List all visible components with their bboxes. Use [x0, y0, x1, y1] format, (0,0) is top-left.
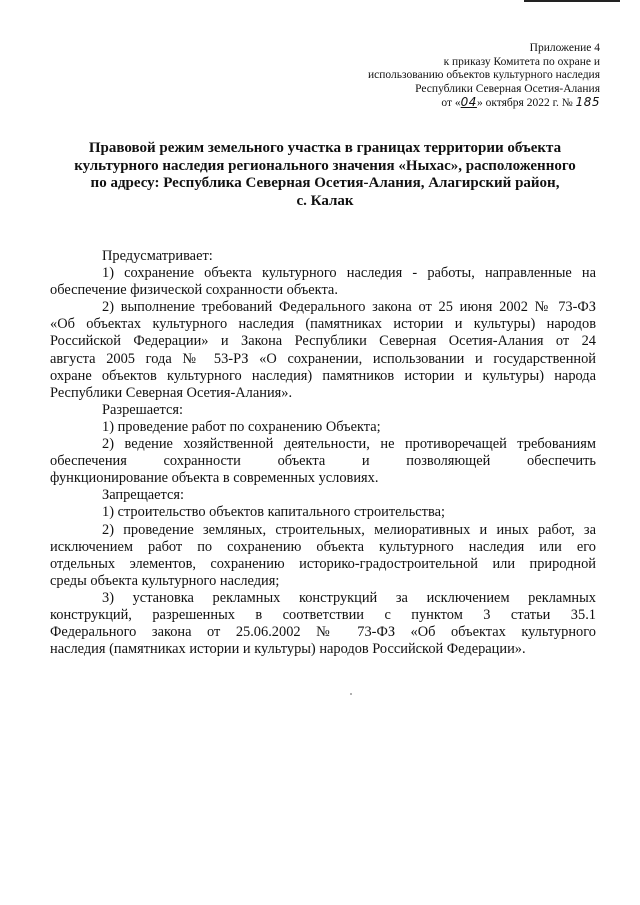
forbidden-heading: Запрещается: — [102, 487, 185, 504]
title-line: культурного наследия регионального значения «Ныхас», расположенного — [74, 157, 576, 174]
forbidden-item-2: 2) проведение земляных, строительных, мелиоративных и иных работ, за исключением работ по сохранению объекта культурного наследия или его отдельных элементов, сохранению историко-градостроительной или природной среды объекта культурного наследия; — [50, 521, 596, 589]
order-line-2: использованию объектов культурного наследия — [367, 69, 600, 82]
order-line-1: к приказу Комитета по охране и — [443, 55, 600, 68]
appendix-header — [270, 42, 600, 111]
order-date-line — [270, 96, 600, 111]
provides-heading: Предусматривает: — [102, 248, 213, 264]
appendix-label: Приложение 4 — [529, 42, 600, 54]
allowed-item-2: 2) ведение хозяйственной деятельности, не противоречащей требованиям обеспечения сохранности объекта и позволяющей обеспечить функционирование объекта в современных условиях. — [50, 436, 596, 487]
title-line: по адресу: Республика Северная Осетия-Алания, Алагирский район, — [90, 175, 560, 192]
provides-item-2: 2) выполнение требований Федерального закона от 25 июня 2002 № 73-ФЗ «Об объектах культурного наследия (памятниках истории и культуры) народов Российской Федерации» и Закона Республики Северная Осетия-Алания от 24 августа 2005 года № 53-РЗ «О сохранении, использовании и государственной охране объектов культурного наследия) памятников истории и культуры) народа Республики Северная Осетия-Алания». — [50, 299, 596, 401]
order-line-3: Республики Северная Осетия-Алания — [415, 82, 600, 95]
scan-speck — [350, 693, 352, 695]
document-title — [60, 140, 590, 210]
provides-item-1: 1) сохранение объекта культурного наследия - работы, направленные на обеспечение физической сохранности объекта. — [50, 265, 596, 299]
allowed-heading: Разрешается: — [102, 401, 183, 418]
forbidden-item-3: 3) установка рекламных конструкций за исключением рекламных конструкций, разрешенных в соответствии с пунктом 3 статьи 35.1 Федерального закона от 25.06.2002 № 73-ФЗ «Об объектах культурного наследия (памятниках истории и культуры) народов Российской Федерации». — [50, 589, 596, 658]
allowed-item-1: 1) проведение работ по сохранению Объекта; — [102, 418, 381, 435]
document-body — [50, 248, 596, 658]
forbidden-item-1: 1) строительство объектов капитального строительства; — [102, 504, 445, 521]
date-prefix: от « — [441, 97, 461, 110]
date-middle: » октября 2022 г. № — [476, 97, 576, 110]
top-edge-rule — [524, 0, 620, 2]
title-line: Правовой режим земельного участка в границах территории объекта — [88, 140, 562, 156]
title-line: с. Калак — [296, 192, 354, 209]
handwritten-day: 04 — [460, 95, 477, 110]
handwritten-order-number: 185 — [575, 95, 600, 110]
